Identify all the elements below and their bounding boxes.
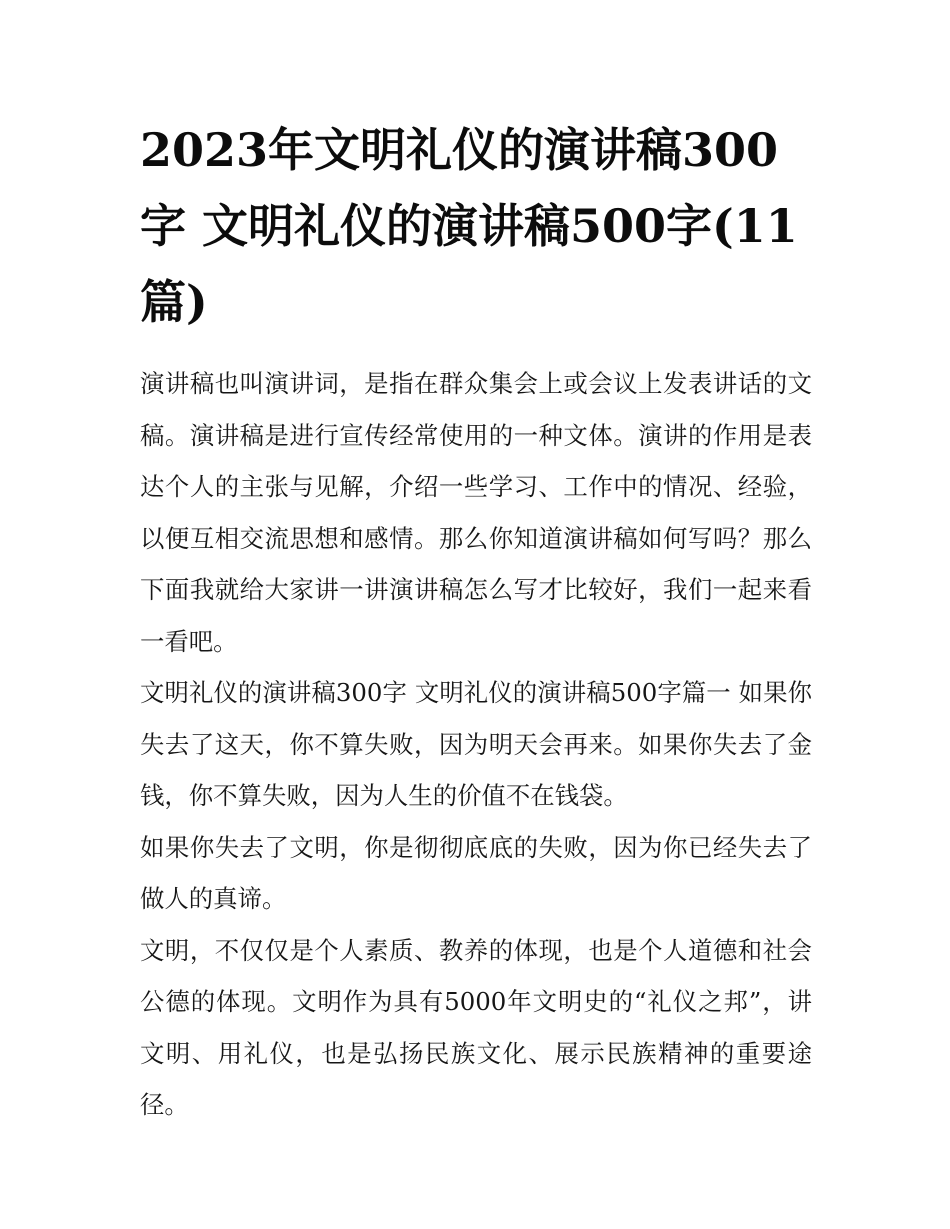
- document-title: 2023年文明礼仪的演讲稿300字 文明礼仪的演讲稿500字(11篇): [140, 123, 798, 329]
- body-paragraph: 文明，不仅仅是个人素质、教养的体现，也是个人道德和社会公德的体现。文明作为具有5000年文明史的“礼仪之邦”，讲文明、用礼仪，也是弘扬民族文化、展示民族精神的重要途径。: [140, 935, 812, 1119]
- speech-opening-paragraph: 文明礼仪的演讲稿300字 文明礼仪的演讲稿500字篇一 如果你失去了这天，你不算失败，因为明天会再来。如果你失去了金钱，你不算失败，因为人生的价值不在钱袋。: [140, 678, 812, 810]
- body-paragraph: 如果你失去了文明，你是彻彻底底的失败，因为你已经失去了做人的真谛。: [140, 832, 812, 913]
- document-body: [140, 112, 812, 1131]
- intro-paragraph: 演讲稿也叫演讲词，是指在群众集会上或会议上发表讲话的文稿。演讲稿是进行宣传经常使用的一种文体。演讲的作用是表达个人的主张与见解，介绍一些学习、工作中的情况、经验，以便互相交流思想和感情。那么你知道演讲稿如何写吗？那么下面我就给大家讲一讲演讲稿怎么写才比较好，我们一起来看一看吧。: [140, 369, 812, 656]
